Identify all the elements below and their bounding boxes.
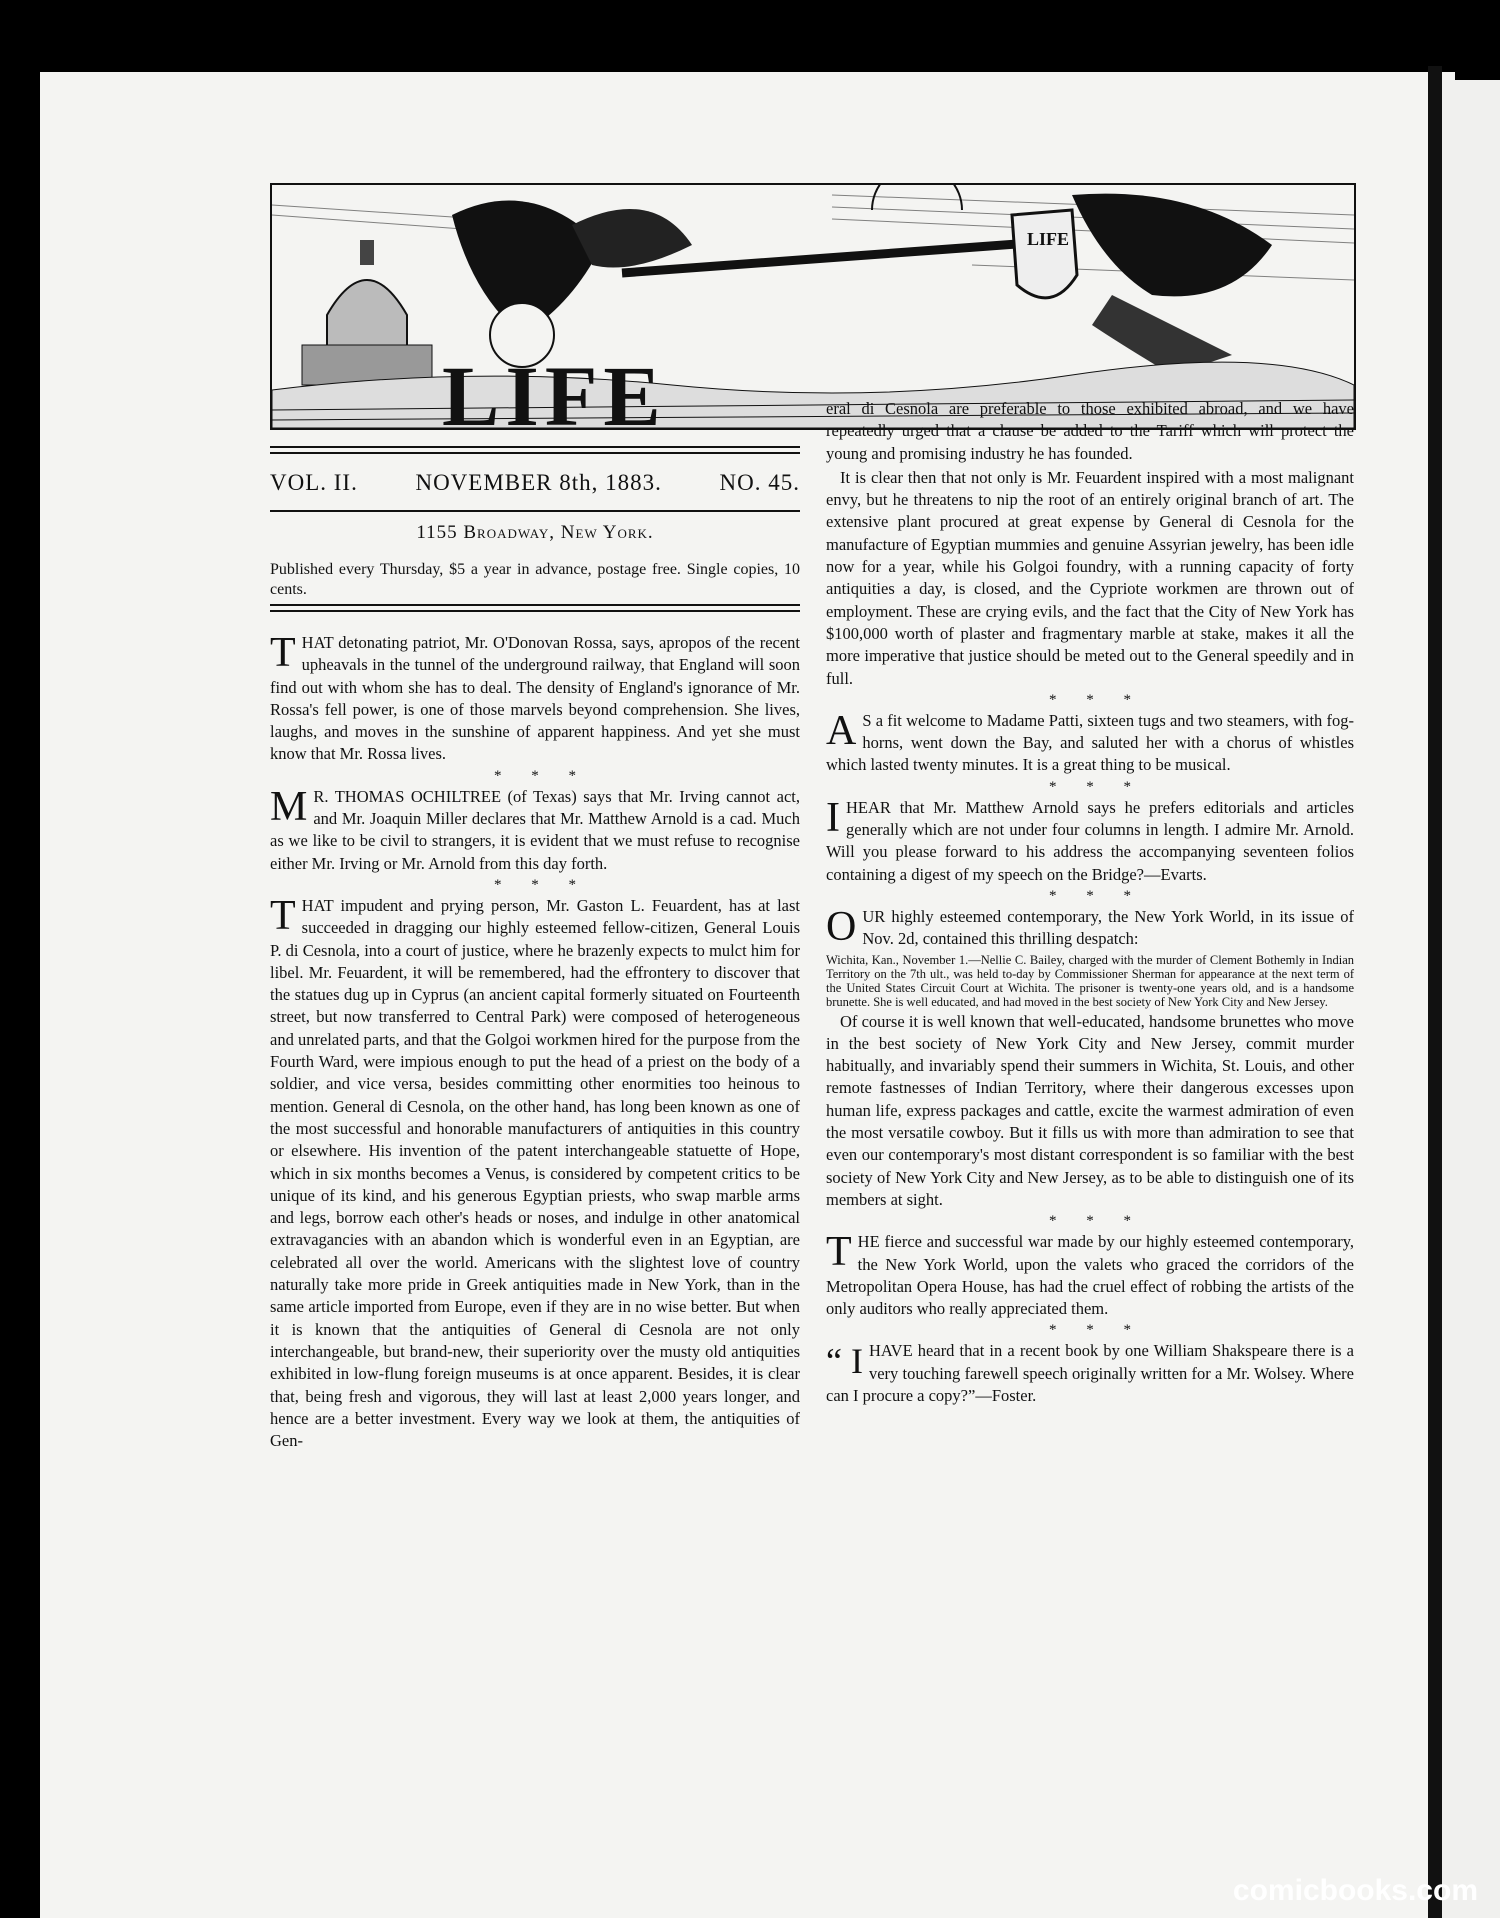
- section-divider: * * *: [1049, 691, 1131, 708]
- masthead-art: [272, 185, 1354, 428]
- article-rossa: [270, 632, 800, 766]
- article-text: HAT impudent and prying person, Mr. Gaston L. Feuardent, has at last succeeded in dragging our highly esteemed fellow-citizen, General Louis P. di Cesnola, into a court of justice, where he brazenly expects to mulct him for libel. Mr. Feuardent, it will be remembered, had the effrontery to discover that the statues dug up in Cyprus (an ancient capital formerly situated on Fourteenth street, but now transferred to Central Park) were composed of heterogeneous and unrelated parts, and that the Golgoi workmen hired for the purpose from the Fourth Ward, were impious enough to put the head of a priest on the body of a soldier, and vice versa, besides committing other enormities too heinous to mention. General di Cesnola, on the other hand, has long been known as one of the most successful and honorable manufacturers of antiquities in this country or elsewhere. His invention of the patent interchangeable statuette of Hope, which in six months becomes a Venus, is considered by competent critics to be unique of its kind, and his generous Egyptian priests, who swap marble arms and legs, borrow each other's heads or noses, and indulge in other anatomical extravagancies with an abandon which is wonderful even in an Egyptian, are celebrated all over the world. Americans with the slightest love of country naturally take more pride in Greek antiquities made in New York, than in the same article imported from Europe, even if they are in no wise better. But when it is known that the antiquities of General di Cesnola are not only interchangeable, but brand-new, their superiority over the musty old antiquities exhibited in low-flung foreign museums is at once apparent. Besides, it is clear that, being fresh and vigorous, they will last at least 2,000 years longer, and hence are a better investment. Every way we look at them, the antiquities of Gen-: [270, 895, 800, 1451]
- left-column: [270, 632, 800, 1454]
- article-text: HAVE heard that in a recent book by one William Shakspeare there is a very touching farewell speech originally written for a Mr. Wolsey. Where can I procure a copy?”—Foster.: [826, 1341, 1354, 1405]
- publisher-address: 1155 Broadway, New York.: [416, 522, 654, 543]
- article-text: UR highly esteemed contemporary, the New York World, in its issue of Nov. 2d, contained this thrilling despatch:: [862, 906, 1354, 949]
- article-feuardent: [270, 892, 800, 1452]
- section-divider: * * *: [494, 876, 576, 893]
- issue-date: NOVEMBER 8th, 1883.: [415, 470, 662, 495]
- drop-cap: T: [270, 630, 296, 676]
- shield-lettering: LIFE: [1027, 229, 1070, 249]
- volume-label: VOL. II.: [270, 470, 358, 495]
- article-text: HE fierce and successful war made by our highly esteemed contemporary, the New York World, upon the valets who graced the corridors of the Metropolitan Opera House, has had the cruel effect of robbing the artists of the only auditors who really appreciated them.: [826, 1232, 1354, 1319]
- despatch-quote: Wichita, Kan., November 1.—Nellie C. Bailey, charged with the murder of Clement Bothemly in Indian Territory on the 7th ult., was held to-day by Commissioner Sherman for appearance at the next term of the United States Circuit Court at Wichita. The prisoner is twenty-one years old, and is a handsome brunette. She is well educated, and had moved in the best society of New York City and New Jersey.: [826, 952, 1354, 1009]
- article-foster: [826, 1340, 1354, 1407]
- article-ochiltree: [270, 783, 800, 875]
- article-world-comment: Of course it is well known that well-educated, handsome brunettes who move in the best society of New York City and New Jersey, commit murder habitually, and invariably spend their summers in Wichita, St. Louis, and other remote fastnesses of Indian Territory, where their dangerous excesses upon human life, express packages and cattle, excite the warmest admiration of even the most versatile cowboy. But it fills us with more than admiration to see that even our contemporary's most distant correspondent is so familiar with the best society of New York City and New Jersey, as to be able to distinguish one of its members at sight.: [826, 1011, 1354, 1209]
- life-logo: LIFE: [442, 348, 667, 428]
- drop-cap: I: [826, 794, 840, 841]
- article-world: [826, 903, 1354, 951]
- section-divider: * * *: [1049, 778, 1131, 795]
- drop-cap: A: [826, 707, 857, 754]
- section-divider: * * *: [494, 767, 576, 784]
- book-spine: [1428, 66, 1442, 1918]
- right-column: [826, 398, 1354, 1409]
- header-rule-bottom: [270, 604, 800, 606]
- drop-cap: T: [826, 1229, 852, 1276]
- article-text: HAT detonating patriot, Mr. O'Donovan Rossa, says, apropos of the recent upheavals in the tunnel of the underground railway, that England will soon find out with whom she has to deal. The density of England's ignorance of Mr. Rossa's fell power, is one of those marvels beyond comprehension. She lives, laughs, and moves in the sunshine of apparent happiness. And yet she must know that Mr. Rossa lives.: [270, 633, 800, 764]
- section-divider: * * *: [1049, 1213, 1131, 1230]
- header-rule-top: [270, 446, 800, 448]
- header-rule-mid: [270, 510, 800, 512]
- issue-number: NO. 45.: [719, 470, 800, 495]
- article-feuardent-cont: It is clear then that not only is Mr. Feuardent inspired with a most malignant envy, but he threatens to nip the root of an entirely original branch of art. The extensive plant procured at great expense by General di Cesnola for the manufacture of Egyptian mummies and genuine Assyrian jewelry, has been idle now for a year, while his Golgoi foundry, with a running capacity of forty antiquities a day, is closed, and the Cypriote workmen are thrown out of employment. These are crying evils, and the fact that the City of New York has $100,000 worth of plaster and fragmentary marble at stake, makes it all the more imperative that justice should be meted out to the General speedily and in full.: [826, 467, 1354, 688]
- article-war: [826, 1231, 1354, 1320]
- publication-note: Published every Thursday, $5 a year in advance, postage free. Single copies, 10 cents.: [270, 561, 800, 598]
- drop-cap: O: [826, 903, 857, 950]
- header-rule-bottom2: [270, 610, 800, 612]
- article-continuation: eral di Cesnola are preferable to those exhibited abroad, and we have repeatedly urged that a clause be added to the Tariff which will protect the young and promising industry he has founded.: [826, 399, 1354, 463]
- article-text: HEAR that Mr. Matthew Arnold says he prefers editorials and articles generally which are not under four columns in length. I admire Mr. Arnold. Will you please forward to his address the accompanying seventeen folios containing a digest of my speech on the Bridge?—Evarts.: [826, 797, 1354, 884]
- drop-cap: M: [270, 783, 308, 830]
- watermark: comicbooks.com: [1232, 1874, 1478, 1907]
- article-text: S a fit welcome to Madame Patti, sixteen tugs and two steamers, with fog-horns, went down the Bay, and saluted her with a chorus of whistles which lasted twenty minutes. It is a great thing to be musical.: [826, 710, 1354, 775]
- article-patti: [826, 707, 1354, 777]
- article-text: R. THOMAS OCHILTREE (of Texas) says that Mr. Irving cannot act, and Mr. Joaquin Miller declares that Mr. Matthew Arnold is a cad. Much as we like to be civil to strangers, it is evident that we must refuse to recognise either Mr. Irving or Mr. Arnold from this day forth.: [270, 786, 800, 873]
- section-divider: * * *: [1049, 887, 1131, 904]
- issue-line: [270, 470, 800, 496]
- drop-cap: “ I: [826, 1341, 863, 1382]
- section-divider: * * *: [1049, 1322, 1131, 1339]
- masthead-illustration: [270, 183, 1356, 430]
- article-evarts: [826, 794, 1354, 886]
- header-rule-top2: [270, 452, 800, 454]
- drop-cap: T: [270, 892, 296, 939]
- adjacent-page: [1442, 80, 1500, 1918]
